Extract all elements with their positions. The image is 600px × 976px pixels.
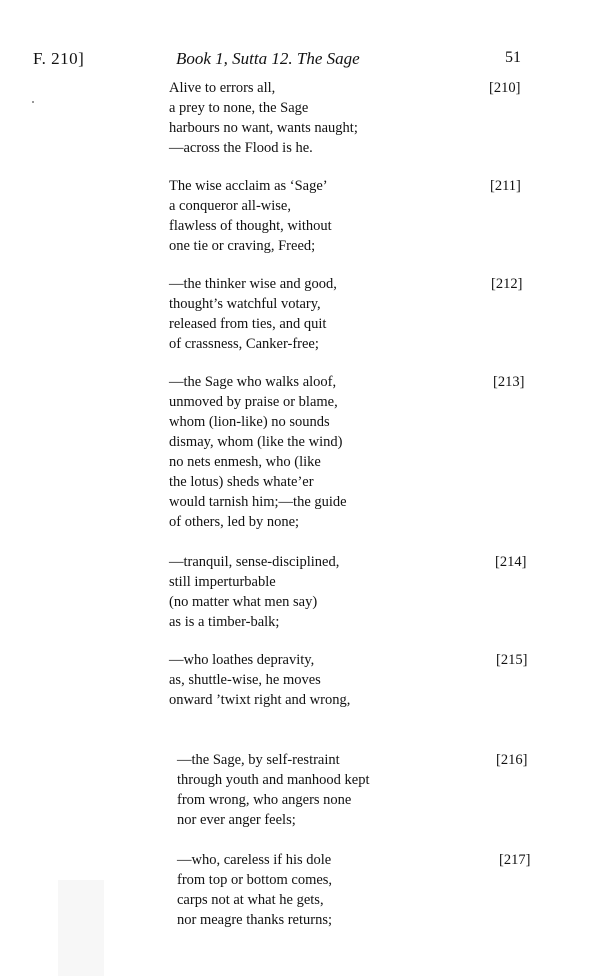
print-smudge [32, 101, 34, 103]
page-number: 51 [505, 49, 521, 66]
verse-line: harbours no want, wants naught; [169, 120, 358, 136]
verse-line: as is a timber-balk; [169, 614, 280, 630]
verse-line: nor ever anger feels; [177, 812, 296, 828]
verse-line: from wrong, who angers none [177, 792, 352, 808]
verse-line: —tranquil, sense-disciplined, [169, 554, 340, 570]
stanza-213 [169, 372, 549, 532]
stanza-212 [169, 274, 549, 354]
verse-line: through youth and manhood kept [177, 772, 370, 788]
verse-line: —across the Flood is he. [169, 140, 313, 156]
stanza-215 [169, 650, 549, 710]
stanza-217 [177, 850, 557, 930]
verse-line: as, shuttle-wise, he moves [169, 672, 321, 688]
verse-line: The wise acclaim as ‘Sage’ [169, 178, 328, 194]
verse-line: of crassness, Canker-free; [169, 336, 319, 352]
verse-line: from top or bottom comes, [177, 872, 333, 888]
verse-line: one tie or craving, Freed; [169, 238, 316, 254]
verse-number: [211] [490, 178, 521, 194]
verse-line: —the thinker wise and good, [169, 276, 337, 292]
stanza-211 [169, 176, 549, 256]
verse-line: carps not at what he gets, [177, 892, 324, 908]
stanza-216 [177, 750, 557, 830]
verse-number: [210] [489, 80, 521, 96]
verse-line: would tarnish him;—the guide [169, 494, 347, 510]
page-header-title: Book 1, Sutta 12. The Sage [176, 49, 360, 68]
verse-line: (no matter what men say) [169, 594, 318, 610]
verse-number: [215] [496, 652, 528, 668]
scan-shadow [58, 880, 104, 976]
verse-line: —who, careless if his dole [177, 852, 332, 868]
verse-line: —who loathes depravity, [169, 652, 315, 668]
verse-line: a conqueror all-wise, [169, 198, 291, 214]
verse-number: [212] [491, 276, 523, 292]
verse-line: no nets enmesh, who (like [169, 454, 321, 470]
page-header-reference: F. 210] [33, 49, 85, 68]
verse-number: [216] [496, 752, 528, 768]
verse-line: onward ’twixt right and wrong, [169, 692, 351, 708]
verse-line: whom (lion-like) no sounds [169, 414, 330, 430]
verse-number: [217] [499, 852, 531, 868]
verse-line: of others, led by none; [169, 514, 300, 530]
stanza-214 [169, 552, 549, 632]
verse-line: still imperturbable [169, 574, 276, 590]
verse-number: [214] [495, 554, 527, 570]
verse-line: a prey to none, the Sage [169, 100, 309, 116]
verse-line: unmoved by praise or blame, [169, 394, 338, 410]
stanza-210 [169, 78, 549, 158]
verse-line: —the Sage, by self-restraint [177, 752, 340, 768]
verse-line: dismay, whom (like the wind) [169, 434, 343, 450]
verse-line: released from ties, and quit [169, 316, 327, 332]
verse-line: nor meagre thanks returns; [177, 912, 333, 928]
verse-line: —the Sage who walks aloof, [169, 374, 337, 390]
verse-line: Alive to errors all, [169, 80, 276, 96]
verse-line: flawless of thought, without [169, 218, 332, 234]
verse-number: [213] [493, 374, 525, 390]
verse-line: thought’s watchful votary, [169, 296, 321, 312]
verse-line: the lotus) sheds whate’er [169, 474, 314, 490]
